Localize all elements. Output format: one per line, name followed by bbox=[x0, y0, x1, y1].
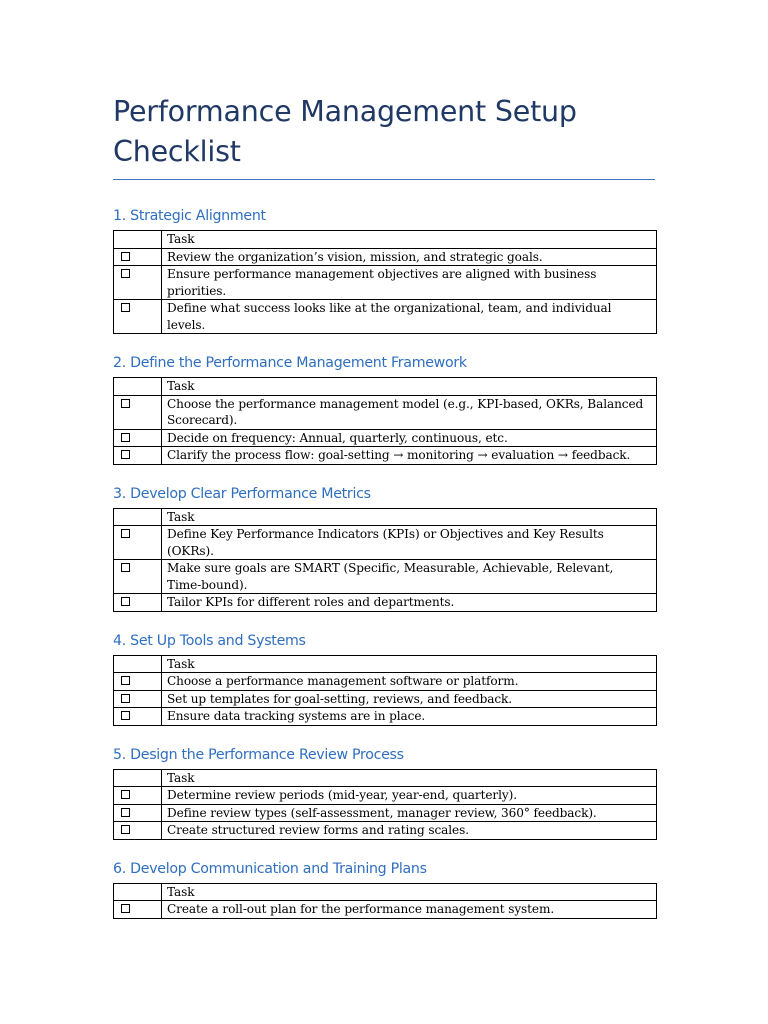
column-header-task: Task bbox=[162, 231, 657, 249]
table-header-row bbox=[114, 508, 657, 526]
checkbox-cell bbox=[114, 787, 162, 805]
task-text: Define what success looks like at the organizational, team, and individual levels. bbox=[162, 300, 657, 334]
checkbox-cell bbox=[114, 708, 162, 726]
column-header-task: Task bbox=[162, 508, 657, 526]
checkbox-icon[interactable] bbox=[121, 597, 130, 606]
checklist-table bbox=[113, 655, 657, 726]
checkbox-cell bbox=[114, 804, 162, 822]
checkbox-cell bbox=[114, 901, 162, 919]
task-text: Make sure goals are SMART (Specific, Measurable, Achievable, Relevant, Time-bound). bbox=[162, 560, 657, 594]
section-heading: 2. Define the Performance Management Framework bbox=[113, 355, 467, 371]
checklist-section bbox=[113, 859, 657, 919]
column-header-task: Task bbox=[162, 883, 657, 901]
checkbox-icon[interactable] bbox=[121, 808, 130, 817]
page-title: Performance Management Setup Checklist bbox=[113, 95, 577, 168]
document-page bbox=[113, 92, 657, 919]
section-heading: 3. Develop Clear Performance Metrics bbox=[113, 485, 371, 502]
column-header-task: Task bbox=[162, 769, 657, 787]
checkbox-cell bbox=[114, 526, 162, 560]
task-text: Define review types (self-assessment, manager review, 360° feedback). bbox=[162, 804, 657, 822]
checkbox-icon[interactable] bbox=[121, 269, 130, 278]
checkbox-cell bbox=[114, 594, 162, 612]
checkbox-cell bbox=[114, 560, 162, 594]
table-row bbox=[114, 429, 657, 447]
task-text: Ensure data tracking systems are in place. bbox=[162, 708, 657, 726]
header-checkbox-cell bbox=[114, 769, 162, 787]
title-divider bbox=[113, 179, 655, 180]
task-text: Clarify the process flow: goal-setting → monitoring → evaluation → feedback. bbox=[162, 447, 657, 465]
checklist-table bbox=[113, 508, 657, 612]
table-row bbox=[114, 822, 657, 840]
checkbox-icon[interactable] bbox=[121, 904, 130, 913]
header-checkbox-cell bbox=[114, 883, 162, 901]
task-text: Tailor KPIs for different roles and departments. bbox=[162, 594, 657, 612]
checklist-table bbox=[113, 769, 657, 840]
checklist-section bbox=[113, 353, 657, 465]
checkbox-cell bbox=[114, 822, 162, 840]
checklist-section bbox=[113, 484, 657, 612]
task-text: Create a roll-out plan for the performance management system. bbox=[162, 901, 657, 919]
checkbox-cell bbox=[114, 300, 162, 334]
checkbox-icon[interactable] bbox=[121, 433, 130, 442]
section-heading: 1. Strategic Alignment bbox=[113, 208, 266, 224]
checkbox-cell bbox=[114, 673, 162, 691]
checklist-section bbox=[113, 745, 657, 840]
table-header-row bbox=[114, 655, 657, 673]
checkbox-icon[interactable] bbox=[121, 825, 130, 834]
checkbox-icon[interactable] bbox=[121, 790, 130, 799]
header-checkbox-cell bbox=[114, 231, 162, 249]
checkbox-cell bbox=[114, 248, 162, 266]
table-row bbox=[114, 248, 657, 266]
section-heading: 5. Design the Performance Review Process bbox=[113, 746, 404, 763]
checkbox-icon[interactable] bbox=[121, 303, 130, 312]
table-row bbox=[114, 787, 657, 805]
checkbox-icon[interactable] bbox=[121, 252, 130, 261]
checkbox-icon[interactable] bbox=[121, 711, 130, 720]
checkbox-cell bbox=[114, 266, 162, 300]
task-text: Choose the performance management model (e.g., KPI-based, OKRs, Balanced Scorecard). bbox=[162, 395, 657, 429]
checklist-table bbox=[113, 883, 657, 919]
checkbox-cell bbox=[114, 395, 162, 429]
task-text: Define Key Performance Indicators (KPIs) or Objectives and Key Results (OKRs). bbox=[162, 526, 657, 560]
task-text: Review the organization’s vision, mission, and strategic goals. bbox=[162, 248, 657, 266]
checkbox-cell bbox=[114, 447, 162, 465]
table-row bbox=[114, 594, 657, 612]
task-text: Decide on frequency: Annual, quarterly, continuous, etc. bbox=[162, 429, 657, 447]
table-row bbox=[114, 690, 657, 708]
table-row bbox=[114, 560, 657, 594]
table-row bbox=[114, 708, 657, 726]
checkbox-icon[interactable] bbox=[121, 529, 130, 538]
checkbox-icon[interactable] bbox=[121, 399, 130, 408]
table-row bbox=[114, 447, 657, 465]
column-header-task: Task bbox=[162, 655, 657, 673]
task-text: Create structured review forms and rating scales. bbox=[162, 822, 657, 840]
checklist-table bbox=[113, 377, 657, 465]
table-row bbox=[114, 300, 657, 334]
header-checkbox-cell bbox=[114, 508, 162, 526]
table-row bbox=[114, 266, 657, 300]
checkbox-cell bbox=[114, 690, 162, 708]
checkbox-icon[interactable] bbox=[121, 563, 130, 572]
header-checkbox-cell bbox=[114, 378, 162, 396]
task-text: Ensure performance management objectives are aligned with business priorities. bbox=[162, 266, 657, 300]
table-row bbox=[114, 673, 657, 691]
checkbox-cell bbox=[114, 429, 162, 447]
table-header-row bbox=[114, 883, 657, 901]
checklist-section bbox=[113, 206, 657, 334]
table-header-row bbox=[114, 378, 657, 396]
task-text: Determine review periods (mid-year, year-end, quarterly). bbox=[162, 787, 657, 805]
checklist-section bbox=[113, 631, 657, 726]
table-row bbox=[114, 901, 657, 919]
column-header-task: Task bbox=[162, 378, 657, 396]
task-text: Set up templates for goal-setting, reviews, and feedback. bbox=[162, 690, 657, 708]
table-header-row bbox=[114, 231, 657, 249]
checkbox-icon[interactable] bbox=[121, 694, 130, 703]
checklist-sections bbox=[113, 206, 657, 919]
header-checkbox-cell bbox=[114, 655, 162, 673]
table-header-row bbox=[114, 769, 657, 787]
table-row bbox=[114, 395, 657, 429]
checkbox-icon[interactable] bbox=[121, 676, 130, 685]
task-text: Choose a performance management software or platform. bbox=[162, 673, 657, 691]
checkbox-icon[interactable] bbox=[121, 450, 130, 459]
table-row bbox=[114, 804, 657, 822]
table-row bbox=[114, 526, 657, 560]
section-heading: 4. Set Up Tools and Systems bbox=[113, 632, 306, 649]
checklist-table bbox=[113, 230, 657, 334]
section-heading: 6. Develop Communication and Training Plans bbox=[113, 860, 427, 877]
